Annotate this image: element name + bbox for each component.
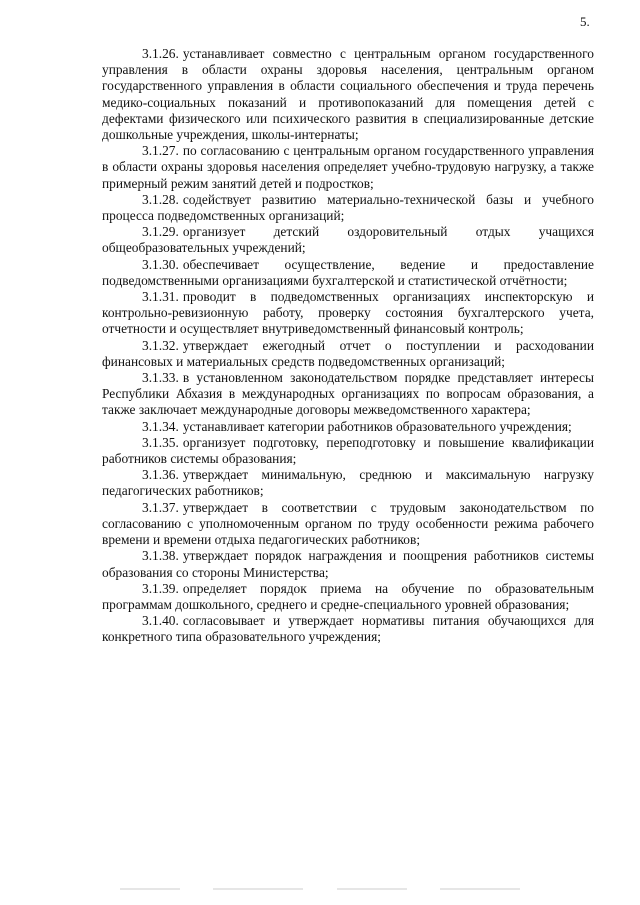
item-number: 3.1.33. <box>142 370 179 386</box>
item-text: утверждает ежегодный отчет о поступлении и расходовании финансовых и материальных средств подведомственных организаций; <box>102 337 594 369</box>
list-item <box>102 192 594 224</box>
item-number: 3.1.38. <box>142 548 179 564</box>
item-text: содействует развитию материально-технической базы и учебного процесса подведомственных организаций; <box>102 191 594 224</box>
list-item <box>102 581 594 613</box>
item-text: обеспечивает осуществление, ведение и предоставление подведомственными организациями бухгалтерской и статистической отчётности; <box>102 256 594 288</box>
item-text: в установленном законодательством порядке представляет интересы Республики Абхазия в международных организациях по вопросам образования, а также заключает международные договоры межведомственного характера; <box>102 370 594 418</box>
item-number: 3.1.26. <box>142 46 179 61</box>
list-item <box>102 370 594 419</box>
list-item <box>102 143 594 192</box>
item-number: 3.1.37. <box>142 499 179 515</box>
list-item <box>102 548 594 580</box>
item-number: 3.1.36. <box>142 467 179 483</box>
list-item <box>102 46 594 143</box>
list-item <box>102 500 594 549</box>
item-number: 3.1.30. <box>142 256 179 272</box>
item-text: утверждает в соответствии с трудовым законодательством по согласованию с уполномоченным органом по труду особенности режима рабочего времени и времени отдыха педагогических работников; <box>102 499 594 548</box>
list-item <box>102 338 594 370</box>
list-item <box>102 435 594 467</box>
item-number: 3.1.31. <box>142 289 179 305</box>
item-text: устанавливает совместно с центральным органом государственного управления в области охраны здоровья населения, центральным органом государственного управления в области социального обеспечения и труда перечень медико-социальных показаний и противопоказаний для помещения детей с дефектами физического или психического развития в специализированные детские дошкольные учреждения, школы-интернаты; <box>102 46 594 143</box>
item-number: 3.1.28. <box>142 191 179 207</box>
faint-mark <box>120 888 180 890</box>
item-text: организует подготовку, переподготовку и повышение квалификации работников системы образования; <box>102 434 594 467</box>
item-text: проводит в подведомственных организациях инспекторскую и контрольно-ревизионную работу, проверку состояния бухгалтерского учета, отчетности и осуществляет внутриведомственный финансовый контроль; <box>102 289 594 337</box>
item-text: по согласованию с центральным органом государственного управления в области охраны здоровья населения определяет учебно-трудовую нагрузку, а также примерный режим занятий детей и подростков; <box>102 143 594 191</box>
faint-mark <box>213 888 303 890</box>
item-text: устанавливает категории работников образовательного учреждения; <box>182 418 572 434</box>
list-item <box>102 289 594 338</box>
item-number: 3.1.40. <box>142 613 179 629</box>
list-item <box>102 224 594 256</box>
item-number: 3.1.34. <box>142 418 179 434</box>
item-number: 3.1.27. <box>142 143 179 159</box>
item-text: согласовывает и утверждает нормативы питания обучающихся для конкретного типа образовательного учреждения; <box>102 613 594 645</box>
faint-mark <box>440 888 520 890</box>
document-body <box>102 46 594 646</box>
page-number: 5. <box>580 14 590 29</box>
list-item <box>102 257 594 289</box>
bleed-through-marks <box>120 884 520 894</box>
item-text: утверждает минимальную, среднюю и максимальную нагрузку педагогических работников; <box>102 467 594 499</box>
item-text: определяет порядок приема на обучение по образовательным программам дошкольного, среднего и средне-специального уровней образования; <box>102 580 594 612</box>
item-number: 3.1.29. <box>142 224 179 240</box>
list-item <box>102 419 594 435</box>
item-text: организует детский оздоровительный отдых учащихся общеобразовательных учреждений; <box>102 224 594 256</box>
list-item <box>102 613 594 645</box>
list-item <box>102 467 594 499</box>
faint-mark <box>337 888 407 890</box>
item-number: 3.1.35. <box>142 434 179 450</box>
item-number: 3.1.39. <box>142 580 179 596</box>
item-text: утверждает порядок награждения и поощрения работников системы образования со стороны Министерства; <box>102 548 594 580</box>
item-number: 3.1.32. <box>142 337 179 353</box>
